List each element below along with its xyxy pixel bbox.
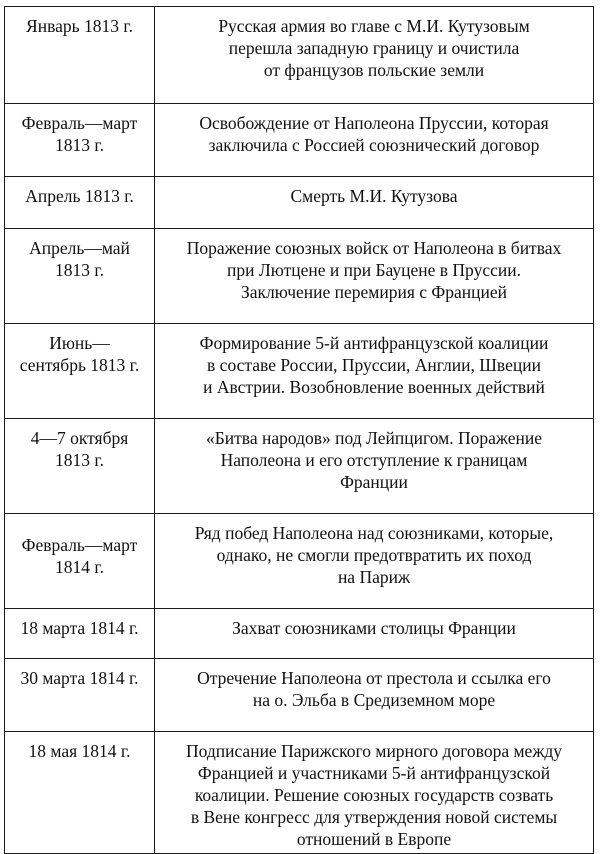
date-cell: Январь 1813 г. xyxy=(5,7,155,104)
event-cell: Отречение Наполеона от престола и ссылка его на о. Эльба в Средиземном море xyxy=(155,659,594,732)
table-row xyxy=(5,419,594,514)
event-cell: Освобождение от Наполеона Пруссии, которая заключила с Россией союзнический договор xyxy=(155,104,594,177)
date-cell: 30 марта 1814 г. xyxy=(5,659,155,732)
table-row xyxy=(5,324,594,419)
event-cell: Подписание Парижского мирного договора между Францией и участниками 5-й антифранцузской коалиции. Решение союзных государств созвать в Вене конгресс для утверждения новой системы отношений в Европе xyxy=(155,732,594,854)
date-cell: 18 марта 1814 г. xyxy=(5,609,155,659)
event-cell: Захват союзниками столицы Франции xyxy=(155,609,594,659)
date-cell: Июнь— сентябрь 1813 г. xyxy=(5,324,155,419)
table-row xyxy=(5,659,594,732)
table-row xyxy=(5,104,594,177)
date-cell: Апрель 1813 г. xyxy=(5,177,155,229)
date-cell: Февраль—март 1813 г. xyxy=(5,104,155,177)
date-cell: Апрель—май 1813 г. xyxy=(5,229,155,324)
date-cell: 4—7 октября 1813 г. xyxy=(5,419,155,514)
event-cell: Поражение союзных войск от Наполеона в битвах при Лютцене и при Бауцене в Пруссии. Заключение перемирия с Францией xyxy=(155,229,594,324)
table-row xyxy=(5,514,594,609)
table-row xyxy=(5,177,594,229)
chronology-table xyxy=(4,6,594,854)
event-cell: Русская армия во главе с М.И. Кутузовым перешла западную границу и очистила от французов польские земли xyxy=(155,7,594,104)
event-cell: Смерть М.И. Кутузова xyxy=(155,177,594,229)
date-cell: 18 мая 1814 г. xyxy=(5,732,155,854)
event-cell: Формирование 5-й антифранцузской коалиции в составе России, Пруссии, Англии, Швеции и Австрии. Возобновление военных действий xyxy=(155,324,594,419)
table-row xyxy=(5,229,594,324)
table-row xyxy=(5,732,594,854)
table-row xyxy=(5,7,594,104)
event-cell: Ряд побед Наполеона над союзниками, которые, однако, не смогли предотвратить их поход на Париж xyxy=(155,514,594,609)
event-cell: «Битва народов» под Лейпцигом. Поражение Наполеона и его отступление к границам Франции xyxy=(155,419,594,514)
table-row xyxy=(5,609,594,659)
date-cell: Февраль—март 1814 г. xyxy=(5,514,155,609)
